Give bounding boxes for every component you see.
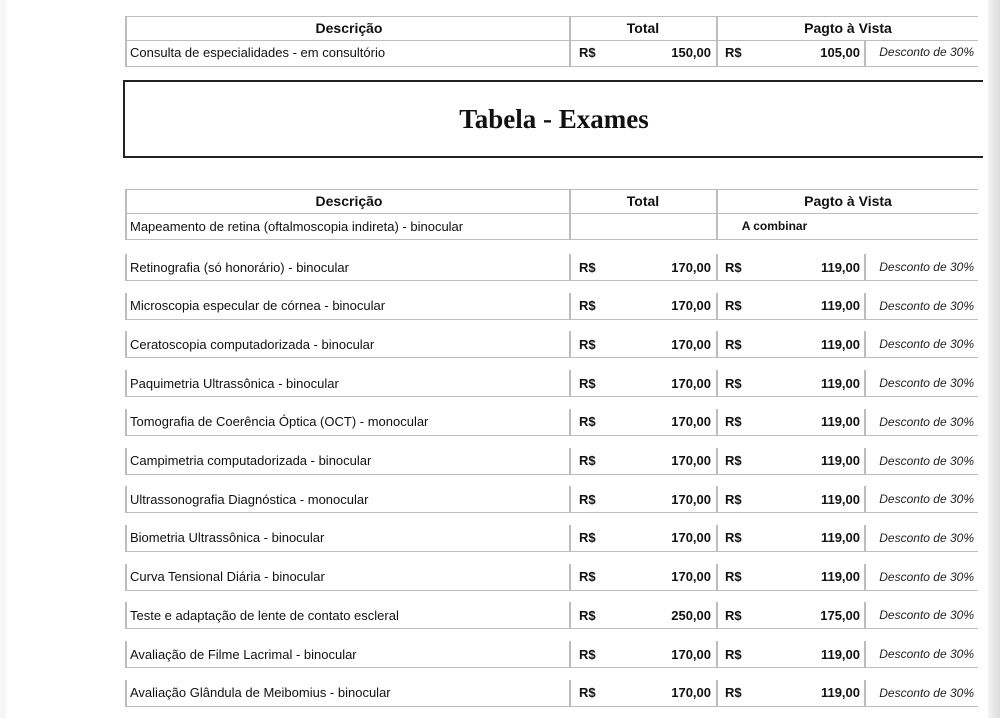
cell-divider	[569, 564, 571, 590]
row-currency-cash: R$	[725, 685, 742, 701]
row-cash: 105,00	[820, 44, 860, 60]
header-cash-payment: Pagto à Vista	[804, 193, 892, 209]
page-edge-right	[988, 0, 1000, 718]
cell-divider	[569, 189, 571, 213]
row-divider	[125, 435, 978, 436]
row-total: 170,00	[671, 375, 711, 391]
cell-divider	[716, 293, 718, 319]
header-total: Total	[626, 20, 660, 36]
row-cash: 119,00	[820, 491, 860, 507]
row-divider	[125, 319, 978, 320]
table-row	[125, 564, 978, 590]
cell-divider	[569, 680, 571, 706]
row-discount-note: Desconto de 30%	[879, 298, 974, 313]
cell-divider	[864, 525, 866, 551]
cell-divider	[125, 602, 127, 628]
row-description: Avaliação Glândula de Meibomius - binocular	[130, 685, 391, 701]
table-row	[125, 370, 978, 396]
cell-divider	[716, 213, 718, 239]
row-divider	[125, 590, 978, 591]
row-total: 170,00	[671, 491, 711, 507]
cell-divider	[716, 680, 718, 706]
row-description: Campimetria computadorizada - binocular	[130, 453, 372, 468]
header-description: Descrição	[315, 20, 383, 36]
row-divider	[125, 357, 978, 358]
cell-divider	[716, 448, 718, 474]
row-currency-cash: R$	[725, 453, 742, 468]
table-row	[125, 409, 978, 435]
cell-divider	[716, 641, 718, 667]
row-divider	[125, 512, 978, 513]
exams-title: Tabela - Exames	[459, 104, 649, 134]
cell-divider	[864, 40, 866, 66]
row-currency-cash: R$	[725, 336, 742, 352]
row-currency-total: R$	[579, 259, 596, 275]
row-discount-note: Desconto de 30%	[879, 376, 974, 391]
cell-divider	[569, 16, 571, 40]
table-row	[125, 293, 978, 319]
row-currency-total: R$	[579, 491, 596, 507]
cell-divider	[125, 370, 127, 396]
row-total: 150,00	[671, 44, 711, 60]
table-row	[125, 602, 978, 628]
cell-divider	[716, 331, 718, 357]
cell-divider	[716, 16, 718, 40]
row-description: Paquimetria Ultrassônica - binocular	[130, 375, 339, 391]
cell-divider	[569, 293, 571, 319]
cell-divider	[569, 641, 571, 667]
row-total: 170,00	[671, 336, 711, 352]
row-description: Ultrassonografia Diagnóstica - monocular	[130, 491, 369, 507]
cell-divider	[569, 525, 571, 551]
row-divider	[125, 16, 978, 17]
header-total: Total	[626, 193, 660, 209]
row-discount-note: Desconto de 30%	[879, 647, 974, 661]
cell-divider	[864, 293, 866, 319]
row-discount-note: Desconto de 30%	[879, 530, 974, 545]
cell-divider	[125, 448, 127, 474]
row-total: 170,00	[671, 259, 711, 275]
row-discount-note: Desconto de 30%	[879, 453, 974, 468]
cell-divider	[716, 370, 718, 396]
row-currency-total: R$	[579, 414, 596, 430]
row-divider	[125, 706, 978, 707]
table-header	[125, 16, 978, 40]
cell-divider	[125, 213, 127, 239]
row-divider	[125, 396, 978, 397]
cell-divider	[864, 409, 866, 435]
row-divider	[125, 667, 978, 668]
row-description: Mapeamento de retina (oftalmoscopia indireta) - binocular	[130, 218, 464, 234]
row-currency-total: R$	[579, 607, 596, 623]
row-currency-cash: R$	[725, 414, 742, 430]
row-divider	[125, 66, 978, 67]
cell-divider	[125, 189, 127, 213]
row-currency-total: R$	[579, 685, 596, 701]
cell-divider	[864, 486, 866, 512]
cell-divider	[716, 564, 718, 590]
row-cash: 119,00	[820, 259, 860, 275]
row-cash: 119,00	[820, 336, 860, 352]
row-total: 170,00	[671, 453, 711, 468]
cell-divider	[125, 641, 127, 667]
cell-divider	[125, 486, 127, 512]
row-discount-note: Desconto de 30%	[879, 45, 974, 59]
row-currency-total: R$	[579, 646, 596, 662]
cell-divider	[569, 213, 571, 239]
row-total: 170,00	[671, 414, 711, 430]
row-currency-cash: R$	[725, 44, 742, 60]
cell-divider	[716, 602, 718, 628]
row-description: Retinografia (só honorário) - binocular	[130, 259, 349, 275]
cell-divider	[125, 331, 127, 357]
cell-divider	[125, 680, 127, 706]
table-row	[125, 254, 978, 280]
cell-divider	[864, 370, 866, 396]
row-currency-total: R$	[579, 336, 596, 352]
row-description: Teste e adaptação de lente de contato escleral	[130, 607, 399, 623]
row-currency-cash: R$	[725, 491, 742, 507]
row-description: Curva Tensional Diária - binocular	[130, 569, 325, 585]
row-divider	[125, 628, 978, 629]
cell-divider	[569, 409, 571, 435]
row-discount-note: Desconto de 30%	[879, 414, 974, 429]
row-total: 170,00	[671, 530, 711, 546]
row-divider	[125, 239, 978, 240]
cell-divider	[125, 293, 127, 319]
cell-divider	[716, 40, 718, 66]
row-description: Consulta de especialidades - em consultório	[130, 44, 386, 60]
row-combined-label: A combinar	[741, 219, 808, 233]
table-row	[125, 680, 978, 706]
cell-divider	[125, 525, 127, 551]
row-divider	[125, 280, 978, 281]
row-cash: 119,00	[820, 530, 860, 546]
cell-divider	[864, 602, 866, 628]
row-total: 170,00	[671, 685, 711, 701]
row-cash: 119,00	[820, 685, 860, 701]
row-cash: 175,00	[820, 607, 860, 623]
row-discount-note: Desconto de 30%	[879, 569, 974, 584]
cell-divider	[569, 602, 571, 628]
row-divider	[125, 474, 978, 475]
row-total: 250,00	[671, 607, 711, 623]
cell-divider	[125, 409, 127, 435]
cell-divider	[125, 40, 127, 66]
cell-divider	[716, 189, 718, 213]
header-description: Descrição	[315, 193, 383, 209]
row-total: 170,00	[671, 298, 711, 314]
cell-divider	[569, 448, 571, 474]
row-currency-total: R$	[579, 530, 596, 546]
combined-row	[125, 213, 978, 239]
page-edge-left	[0, 0, 6, 718]
cell-divider	[569, 370, 571, 396]
row-discount-note: Desconto de 30%	[879, 492, 974, 507]
table-row	[125, 331, 978, 357]
table-row	[125, 525, 978, 551]
cell-divider	[864, 331, 866, 357]
cell-divider	[864, 680, 866, 706]
row-total: 170,00	[671, 569, 711, 585]
row-description: Avaliação de Filme Lacrimal - binocular	[130, 646, 357, 662]
row-description: Tomografia de Coerência Óptica (OCT) - monocular	[130, 414, 429, 430]
row-divider	[125, 189, 978, 190]
row-discount-note: Desconto de 30%	[879, 685, 974, 700]
cell-divider	[716, 409, 718, 435]
cell-divider	[569, 40, 571, 66]
cell-divider	[125, 254, 127, 280]
row-divider	[125, 213, 978, 214]
row-cash: 119,00	[820, 414, 860, 430]
exams-title-box	[123, 80, 983, 158]
row-discount-note: Desconto de 30%	[879, 337, 974, 352]
consultation-table	[125, 16, 978, 64]
row-currency-total: R$	[579, 298, 596, 314]
cell-divider	[716, 525, 718, 551]
row-currency-total: R$	[579, 375, 596, 391]
table-row	[125, 641, 978, 667]
row-discount-note: Desconto de 30%	[879, 608, 974, 623]
table-row	[125, 486, 978, 512]
row-currency-total: R$	[579, 453, 596, 468]
cell-divider	[569, 486, 571, 512]
row-cash: 119,00	[820, 453, 860, 468]
row-total: 170,00	[671, 646, 711, 662]
cell-divider	[864, 564, 866, 590]
cell-divider	[125, 564, 127, 590]
row-currency-cash: R$	[725, 259, 742, 275]
row-currency-cash: R$	[725, 375, 742, 391]
header-cash-payment: Pagto à Vista	[804, 20, 892, 36]
row-cash: 119,00	[820, 569, 860, 585]
cell-divider	[864, 254, 866, 280]
row-divider	[125, 551, 978, 552]
row-currency-cash: R$	[725, 569, 742, 585]
table-header	[125, 189, 978, 213]
cell-divider	[569, 331, 571, 357]
exams-table	[125, 189, 978, 701]
row-divider	[125, 40, 978, 41]
table-row	[125, 40, 978, 64]
cell-divider	[864, 448, 866, 474]
row-description: Microscopia especular de córnea - binocular	[130, 298, 386, 314]
row-currency-cash: R$	[725, 298, 742, 314]
cell-divider	[569, 254, 571, 280]
cell-divider	[864, 641, 866, 667]
cell-divider	[125, 16, 127, 40]
row-currency-cash: R$	[725, 646, 742, 662]
row-description: Ceratoscopia computadorizada - binocular	[130, 336, 375, 352]
row-currency-total: R$	[579, 44, 596, 60]
row-description: Biometria Ultrassônica - binocular	[130, 530, 325, 546]
row-cash: 119,00	[820, 646, 860, 662]
cell-divider	[716, 254, 718, 280]
table-row	[125, 448, 978, 474]
row-discount-note: Desconto de 30%	[879, 260, 974, 274]
row-currency-cash: R$	[725, 607, 742, 623]
cell-divider	[716, 486, 718, 512]
row-currency-total: R$	[579, 569, 596, 585]
row-currency-cash: R$	[725, 530, 742, 546]
row-cash: 119,00	[820, 375, 860, 391]
row-cash: 119,00	[820, 298, 860, 314]
